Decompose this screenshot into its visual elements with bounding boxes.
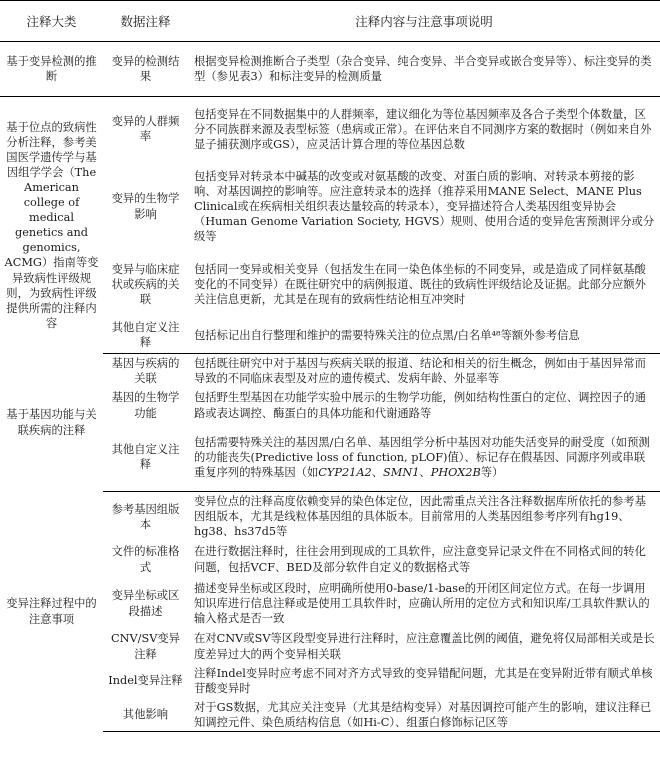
sub-annotation-cell: 基因与疾病的关联	[111, 356, 180, 385]
description-cell	[188, 424, 660, 492]
table-row	[0, 492, 660, 542]
gene-name: PHOX2B	[430, 465, 481, 479]
header-content: 注释内容与注意事项说明	[188, 1, 660, 42]
description-cell: 在对CNV或SV等区段型变异进行注释时，应注意覆盖比例的阈值，避免将仅局部相关或是长度差异过大的两个变异相关联	[194, 632, 655, 661]
sub-annotation-cell: 变异坐标或区段描述	[111, 589, 180, 618]
sub-annotation-cell: 文件的标准格式	[111, 545, 180, 574]
description-cell: 包括同一变异或相关变异（包括发生在同一染色体坐标的不同变异，或是造成了同样氨基酸变化的不同变异）在既往研究中的病例报道、既往的致病性评级结论及证据。此部分应额外关注信息更新，尤其是在现有的致病性结论相互冲突时	[194, 262, 646, 307]
sub-annotation-cell: 参考基因组版本	[111, 502, 180, 531]
description-cell: 包括标记出自行整理和维护的需要特殊关注的位点黑/白名单⁴⁸等额外参考信息	[188, 318, 660, 354]
sub-annotation-cell: 变异的生物学影响	[111, 192, 180, 221]
category-cell: 基于基因功能与关联疾病的注释	[6, 408, 97, 437]
description-cell: 根据变异检测推断合子类型（杂合变异、纯合变异、半合变异或嵌合变异等）、标注变异的类型（参见表3）和标注变异的检测质量	[188, 42, 660, 97]
sub-annotation-cell: Indel变异注释	[108, 674, 183, 688]
gene-name: CYP21A2	[318, 465, 372, 479]
sub-annotation-cell: CNV/SV变异注释	[111, 632, 180, 661]
category-cell: 变异注释过程中的注意事项	[6, 597, 97, 626]
sub-annotation-cell: 变异的人群频率	[111, 115, 180, 144]
table-header-row	[0, 1, 660, 42]
sub-annotation-cell: 其他自定义注释	[103, 424, 188, 492]
description-cell: 包括既往研究中对于基因与疾病关联的报道、结论和相关的衍生概念，例如由于基因异常而导致的不同临床表型及对应的遗传模式、发病年龄、外显率等	[194, 356, 646, 385]
sub-annotation-cell: 基因的生物学功能	[111, 391, 180, 420]
table-row	[0, 354, 660, 388]
category-cell: 基于变异检测的推断	[0, 42, 103, 97]
table-row	[0, 97, 660, 162]
gene-name: SMN1	[383, 465, 420, 479]
description-cell: 变异位点的注释高度依赖变异的染色体定位，因此需重点关注各注释数据库所依托的参考基因组版本，尤其是线粒体基因组的具体版本。目前常用的人类基因组参考序列有hg19、hg38、hs37d5等	[194, 495, 646, 539]
category-cell: 基于位点的致病性分析注释，参考美国医学遗传学与基因组学学会（The American college of medical genetics and genomics, ACMG）指南等变异致病性评级规则，为致病性评级提供所需的注释内容	[4, 120, 99, 330]
header-category: 注释大类	[0, 1, 103, 42]
sub-annotation-cell: 变异与临床症状或疾病的关联	[111, 262, 180, 307]
sub-annotation-cell: 其他影响	[103, 699, 188, 732]
table-row	[0, 42, 660, 97]
description-suffix: 等）	[480, 465, 504, 479]
description-cell: 在进行数据注释时，往往会用到现成的工具软件，应注意变异记录文件在不同格式间的转化问题，包括VCF、BED及部分软件自定义的数据格式等	[194, 545, 646, 574]
gene-separator: 、	[371, 465, 384, 479]
sub-annotation-cell: 其他自定义注释	[103, 318, 188, 354]
description-cell: 描述变异坐标或区段时，应明确所使用0-base/1-base的开闭区间定位方式。在每一步调用知识库进行信息注释或是使用工具软件时，应确认所用的定位方式和知识库/工具软件默认的输入格式是否一致	[194, 581, 650, 626]
description-cell: 注释Indel变异时应考虑不同对齐方式导致的变异错配问题，尤其是在变异附近带有顺式单核苷酸变异时	[194, 666, 653, 695]
description-cell: 包括野生型基因在功能学实验中展示的生物学功能，例如结构性蛋白的定位、调控因子的通路或表达调控、酶蛋白的具体功能和代谢通路等	[194, 391, 646, 420]
header-data-annotation: 数据注释	[103, 1, 188, 42]
gene-separator: 、	[419, 465, 431, 479]
description-cell: 包括变异对转录本中碱基的改变或对氨基酸的改变、对蛋白质的影响、对转录本剪接的影响、对基因调控的影响等。应注意转录本的选择（推荐采用MANE Select、MANE Plus Clinical或在疾病相关组织表达量较高的转录本），变异描述符合人类基因组变异协会（Human Genome Variation Society, HGVS）规则、使用合适的变异危害预测评分或分级等	[194, 169, 655, 244]
description-cell: 包括变异在不同数据集中的人群频率，建议细化为等位基因频率及各合子类型个体数量，区分不同族群来源及表型标签（患病或正常）。在评估来自不同测序方案的数据时（例如来自外显子捕获测序或GS），应灵活计算合理的等位基因总数	[194, 107, 652, 151]
description-prefix: 包括需要特殊关注的基因黑/白名单、基因组学分析中基因对功能失活变异的耐受度（如预测的功能丧失(Predictive loss of function, pLOF)值）、标记存在假基因、同源序列或串联重复序列的特殊基因（如	[194, 435, 650, 479]
description-cell: 对于GS数据，尤其应关注变异（尤其是结构变异）对基因调控可能产生的影响，建议注释已知调控元件、染色质结构信息（如Hi-C）、组蛋白修饰标记区等	[188, 699, 660, 732]
sub-annotation-cell: 变异的检测结果	[103, 42, 188, 97]
